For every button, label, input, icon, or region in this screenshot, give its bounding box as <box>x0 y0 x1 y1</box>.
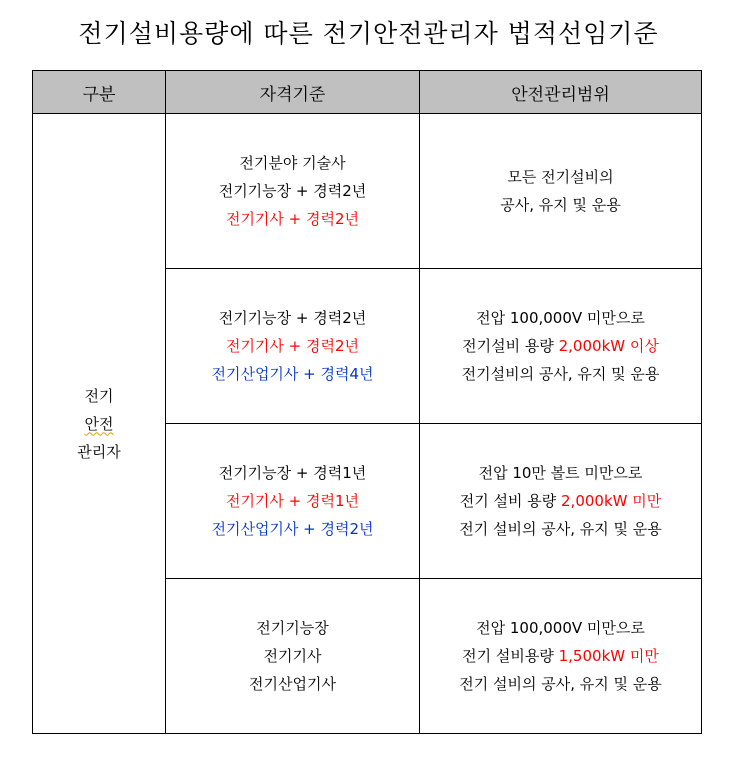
scope-text: 전압 10만 볼트 미만으로 <box>478 464 643 482</box>
qualification-line: 전기기능장 + 경력2년 <box>218 182 367 200</box>
scope-line <box>420 487 701 515</box>
header-row <box>33 71 702 114</box>
qualification-line: 전기분야 기술사 <box>239 154 346 172</box>
qualification-line: 전기기사 <box>263 647 322 665</box>
scope-text: 전압 100,000V 미만으로 <box>476 619 645 637</box>
qualification-line: 전기기능장 <box>256 619 329 637</box>
scope-text: 전기설비 용량 <box>462 337 559 355</box>
capacity-highlight: 2,000kW 미만 <box>561 492 662 510</box>
scope-line <box>420 163 701 191</box>
scope-text: 모든 전기설비의 <box>507 168 614 186</box>
qualification-line: 전기산업기사 <box>249 675 336 693</box>
qualification-line: 전기기사 + 경력2년 <box>225 337 360 355</box>
category-line: 안전 <box>84 414 114 433</box>
qualification-line: 전기기능장 + 경력2년 <box>218 309 367 327</box>
scope-line <box>420 332 701 360</box>
qualification-cell <box>166 579 420 734</box>
scope-text: 전기 설비의 공사, 유지 및 운용 <box>459 675 662 693</box>
category-line: 관리자 <box>77 442 121 461</box>
scope-line <box>420 642 701 670</box>
scope-line <box>420 614 701 642</box>
scope-text: 전기 설비의 공사, 유지 및 운용 <box>459 520 662 538</box>
qualification-cell <box>166 269 420 424</box>
scope-line <box>420 304 701 332</box>
scope-text: 공사, 유지 및 운용 <box>500 196 621 214</box>
qualification-cell <box>166 114 420 269</box>
scope-line <box>420 515 701 543</box>
scope-cell <box>420 114 702 269</box>
scope-line <box>420 670 701 698</box>
scope-cell <box>420 269 702 424</box>
header-category: 구분 <box>33 71 166 114</box>
scope-text: 전기 설비용량 <box>462 647 559 665</box>
qualification-line: 전기기사 + 경력2년 <box>225 210 360 228</box>
qualification-line: 전기기능장 + 경력1년 <box>218 464 367 482</box>
scope-line <box>420 360 701 388</box>
selection-criteria-table <box>32 70 702 734</box>
table-row <box>33 114 702 269</box>
scope-line <box>420 191 701 219</box>
qualification-line: 전기산업기사 + 경력2년 <box>211 520 374 538</box>
category-cell <box>33 114 166 734</box>
category-line: 전기 <box>84 386 114 405</box>
scope-text: 전기 설비 용량 <box>459 492 562 510</box>
table-body <box>33 114 702 734</box>
qualification-line: 전기기사 + 경력1년 <box>225 492 360 510</box>
document-title: 전기설비용량에 따른 전기안전관리자 법적선임기준 <box>78 19 659 48</box>
scope-line <box>420 459 701 487</box>
qualification-cell <box>166 424 420 579</box>
qualification-line: 전기산업기사 + 경력4년 <box>211 365 374 383</box>
capacity-highlight: 2,000kW 이상 <box>558 337 659 355</box>
header-qualification: 자격기준 <box>166 71 420 114</box>
scope-cell <box>420 579 702 734</box>
scope-cell <box>420 424 702 579</box>
header-scope: 안전관리범위 <box>420 71 702 114</box>
scope-text: 전압 100,000V 미만으로 <box>476 309 645 327</box>
capacity-highlight: 1,500kW 미만 <box>558 647 659 665</box>
scope-text: 전기설비의 공사, 유지 및 운용 <box>461 365 660 383</box>
